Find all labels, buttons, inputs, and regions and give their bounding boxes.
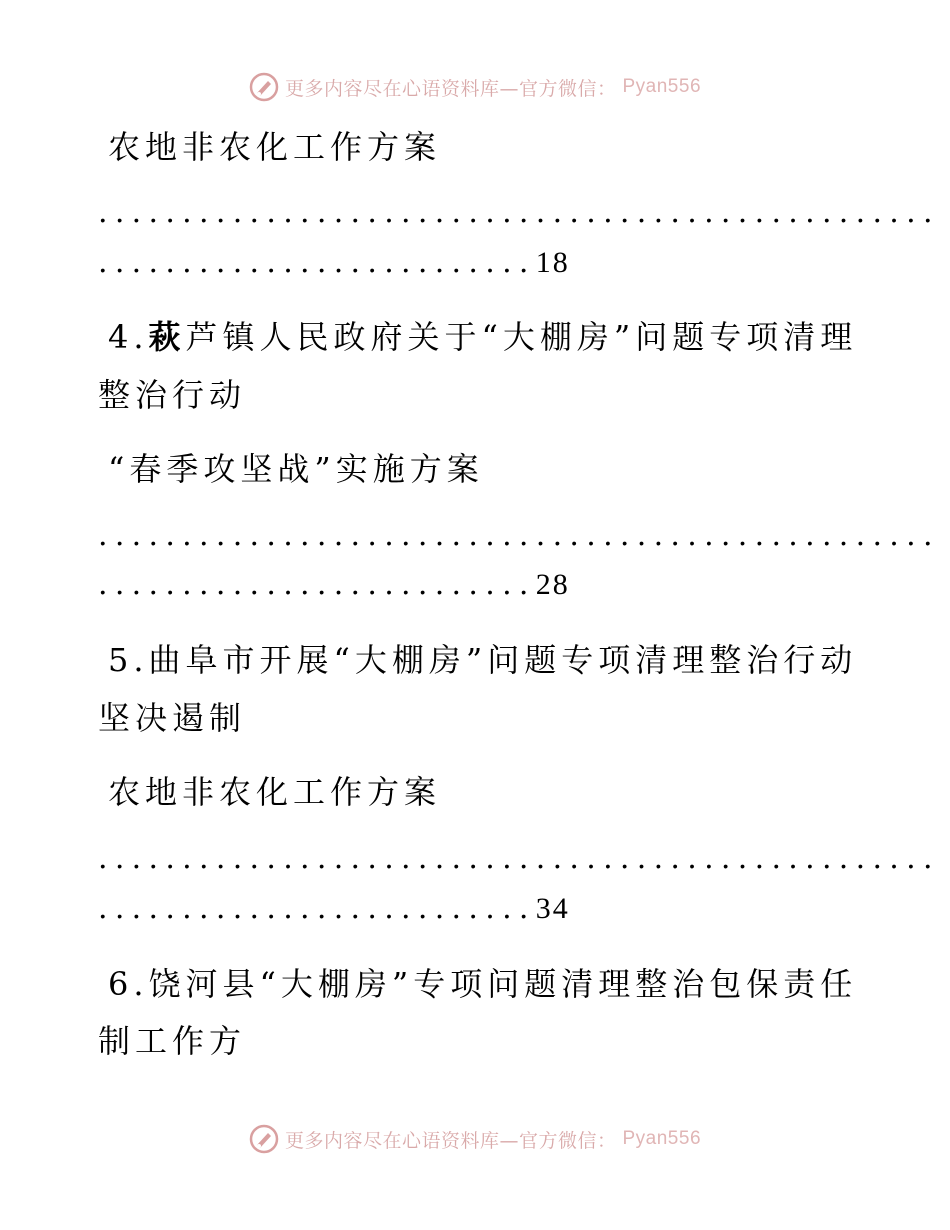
toc-entry4-dots: .................................................. xyxy=(98,518,940,553)
toc-entry5-page: 34 xyxy=(535,892,570,925)
watermark-id: Pyan556 xyxy=(622,76,702,97)
toc-entry3-leader-dots: .......................... xyxy=(98,245,536,280)
watermark-text: 更多内容尽在心语资料库—官方微信： xyxy=(284,77,617,100)
toc-entry4-leader[interactable] xyxy=(98,565,570,605)
toc-entry4-leader-dots: .......................... xyxy=(98,567,536,602)
toc-entry5-line1[interactable]: 5.曲阜市开展“大棚房”问题专项清理整治行动 xyxy=(108,641,858,679)
toc-entry4-first-char: 萩 xyxy=(148,318,186,356)
watermark-text: 更多内容尽在心语资料库—官方微信： xyxy=(284,1129,617,1152)
toc-entry4-page: 28 xyxy=(535,568,570,601)
toc-entry5-leader-dots: .......................... xyxy=(98,891,536,926)
toc-entry4-number: 4. xyxy=(108,318,149,356)
toc-entry5-dots: .................................................. xyxy=(98,841,940,876)
toc-entry4-line1-rest: 芦镇人民政府关于“大棚房”问题专项清理 xyxy=(185,318,858,356)
toc-entry4-line1[interactable] xyxy=(108,317,857,357)
watermark-id: Pyan556 xyxy=(622,1128,702,1149)
watermark-header xyxy=(0,72,950,102)
toc-entry3-line3: 农地非农化工作方案 xyxy=(108,128,442,166)
toc-entry4-line3: “春季攻坚战”实施方案 xyxy=(108,450,484,488)
toc-entry3-page: 18 xyxy=(535,246,570,279)
toc-entry5-line3: 农地非农化工作方案 xyxy=(108,773,442,811)
toc-entry6-line2: 制工作方 xyxy=(98,1022,247,1060)
toc-entry4-line2: 整治行动 xyxy=(98,376,247,414)
toc-entry5-leader[interactable] xyxy=(98,889,570,929)
watermark-footer xyxy=(0,1124,950,1154)
toc-entry6-line1[interactable]: 6.饶河县“大棚房”专项问题清理整治包保责任 xyxy=(108,965,858,1003)
pen-logo-icon xyxy=(249,72,279,102)
toc-entry5-line2: 坚决遏制 xyxy=(98,699,247,737)
toc-entry3-dots: .................................................. xyxy=(98,195,940,230)
pen-logo-icon xyxy=(249,1124,279,1154)
toc-entry3-leader[interactable] xyxy=(98,243,570,283)
